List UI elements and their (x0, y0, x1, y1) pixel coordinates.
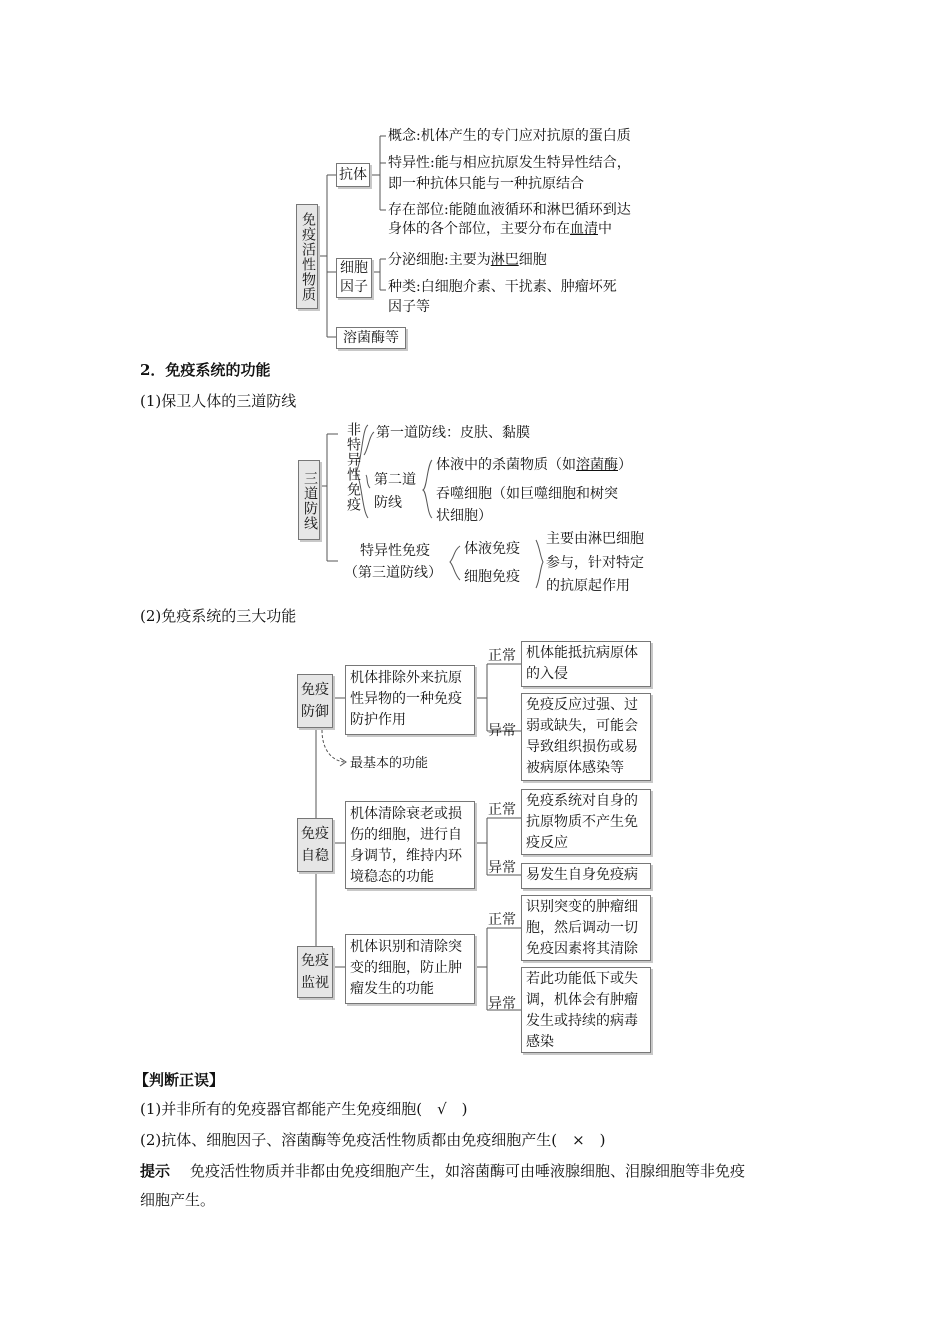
cytokine-box: 细胞 因子 (336, 258, 372, 298)
first-line: 第一道防线：皮肤、黏膜 (376, 425, 530, 441)
surveillance-abnormal-label: 异常 (488, 996, 516, 1012)
lysozyme-box: 溶菌酶等 (336, 327, 406, 349)
hint-label: 提示 (140, 1162, 171, 1180)
defense-note: 最基本的功能 (350, 756, 429, 771)
immune-stability-box: 免疫 自稳 (297, 818, 333, 872)
cytokine-types-cont: 因子等 (388, 299, 430, 315)
hint-line-2: 细胞产生。 (140, 1191, 216, 1209)
subheading-three-functions: (2)免疫系统的三大功能 (140, 607, 297, 625)
immune-defense-box: 免疫 防御 (297, 674, 333, 728)
specific-immunity: 特异性免疫 (360, 543, 430, 559)
defense-normal-label: 正常 (488, 648, 516, 664)
cytokine-source: 分泌细胞:主要为淋巴细胞 (388, 252, 547, 268)
judge-q2: (2)抗体、细胞因子、溶菌酶等免疫活性物质都由免疫细胞产生( × ) (140, 1131, 606, 1149)
antibody-specificity-cont: 即一种抗体只能与一种抗原结合 (388, 176, 584, 192)
antibody-box: 抗体 (336, 163, 370, 187)
surveillance-abnormal: 若此功能低下或失 调，机体会有肿瘤 发生或持续的病毒 感染 (521, 967, 651, 1053)
subheading-three-lines: (1)保卫人体的三道防线 (140, 392, 297, 410)
defense-abnormal-label: 异常 (488, 723, 516, 739)
humoral-immunity: 体液免疫 (464, 541, 520, 557)
cellular-immunity: 细胞免疫 (464, 569, 520, 585)
judge-q1: (1)并非所有的免疫器官都能产生免疫细胞( √ ) (140, 1100, 468, 1118)
antibody-location-cont: 身体的各个部位，主要分布在血清中 (388, 221, 612, 237)
stability-normal: 免疫系统对自身的 抗原物质不产生免 疫反应 (521, 789, 651, 855)
surveillance-normal-label: 正常 (488, 912, 516, 928)
judge-heading: 【判断正误】 (134, 1071, 225, 1089)
three-lines-root: 三道防线 (298, 460, 320, 540)
third-line: （第三道防线） (344, 565, 442, 581)
defense-normal: 机体能抵抗病原体 的入侵 (521, 641, 651, 687)
section-heading: 2．免疫系统的功能 (140, 361, 271, 379)
defense-desc: 机体排除外来抗原 性异物的一种免疫 防护作用 (345, 665, 475, 735)
specific-note-1: 主要由淋巴细胞 (546, 531, 644, 547)
surveillance-normal: 识别突变的肿瘤细 胞，然后调动一切 免疫因素将其清除 (521, 895, 651, 961)
phagocytes: 吞噬细胞（如巨噬细胞和树突 (436, 486, 618, 502)
antibody-concept: 概念:机体产生的专门应对抗原的蛋白质 (388, 128, 631, 144)
cytokine-types: 种类:白细胞介素、干扰素、肿瘤坏死 (388, 279, 617, 295)
antibody-location: 存在部位:能随血液循环和淋巴循环到达 (388, 202, 631, 218)
phagocytes-cont: 状细胞） (436, 508, 492, 524)
immune-surveillance-box: 免疫 监视 (297, 946, 333, 998)
surveillance-desc: 机体识别和清除突 变的细胞，防止肿 瘤发生的功能 (345, 934, 475, 1004)
hint-line-1: 提示 免疫活性物质并非都由免疫细胞产生，如溶菌酶可由唾液腺细胞、泪腺细胞等非免疫 (140, 1162, 746, 1180)
stability-desc: 机体清除衰老或损 伤的细胞，进行自 身调节，维持内环 境稳态的功能 (345, 801, 475, 889)
stability-abnormal-label: 异常 (488, 860, 516, 876)
stability-abnormal: 易发生自身免疫病 (521, 863, 651, 889)
nonspecific-immunity: 非特异性免疫 (345, 422, 361, 512)
second-line-label-b: 防线 (374, 495, 402, 511)
second-line-label-a: 第二道 (374, 472, 416, 488)
immune-substance-root: 免疫活性物质 (296, 204, 318, 309)
stability-normal-label: 正常 (488, 802, 516, 818)
bactericidal-substances: 体液中的杀菌物质（如溶菌酶） (436, 457, 632, 473)
specific-note-2: 参与，针对特定 (546, 555, 644, 571)
specific-note-3: 的抗原起作用 (546, 578, 630, 594)
defense-abnormal: 免疫反应过强、过 弱或缺失，可能会 导致组织损伤或易 被病原体感染等 (521, 693, 651, 781)
antibody-specificity: 特异性:能与相应抗原发生特异性结合， (388, 155, 631, 171)
